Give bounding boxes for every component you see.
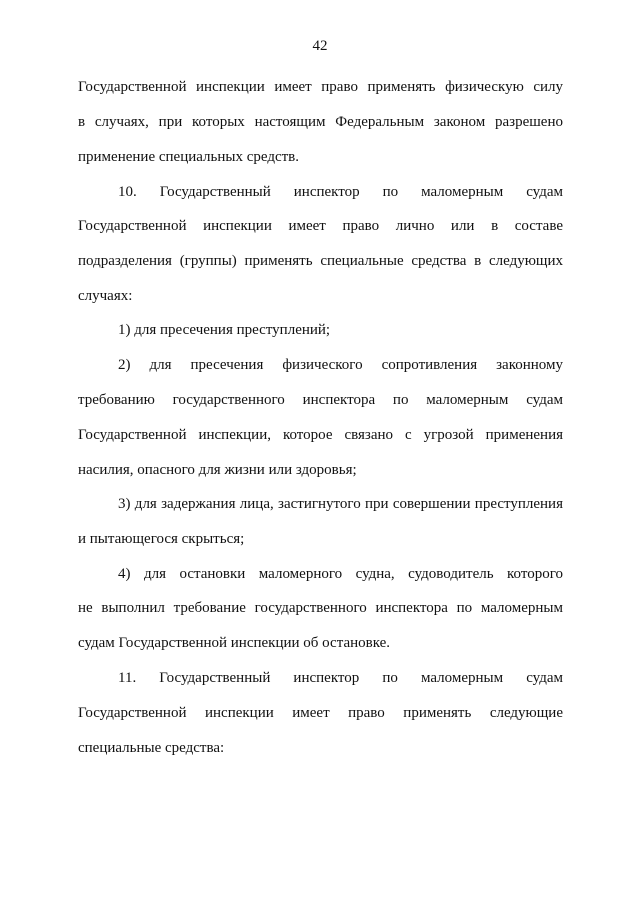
- text-line: применение специальных средств.: [78, 149, 300, 165]
- text-line: 3) для задержания лица, застигнутого при совершении преступления: [118, 496, 563, 512]
- text-line: подразделения (группы) применять специальные средства в следующих: [78, 253, 563, 269]
- text-line: случаях:: [78, 288, 133, 304]
- text-line: требованию государственного инспектора по маломерным судам: [78, 392, 563, 408]
- text-line: 2) для пресечения физического сопротивления законному: [118, 357, 563, 373]
- text-line: судам Государственной инспекции об остановке.: [78, 635, 391, 651]
- text-line: не выполнил требование государственного инспектора по маломерным: [78, 600, 563, 616]
- text-line: 11. Государственный инспектор по маломерным судам: [118, 670, 563, 686]
- text-line: и пытающегося скрыться;: [78, 531, 245, 547]
- page-number: 42: [312, 38, 328, 54]
- text-line: 10. Государственный инспектор по маломерным судам: [118, 184, 563, 200]
- text-line: в случаях, при которых настоящим Федеральным законом разрешено: [78, 114, 563, 130]
- text-line: Государственной инспекции, которое связано с угрозой применения: [78, 427, 563, 443]
- text-line: 4) для остановки маломерного судна, судоводитель которого: [118, 566, 563, 582]
- text-line: Государственной инспекции имеет право применять следующие: [78, 705, 563, 721]
- text-line: насилия, опасного для жизни или здоровья;: [78, 462, 357, 478]
- text-line: Государственной инспекции имеет право лично или в составе: [78, 218, 563, 234]
- text-line: Государственной инспекции имеет право применять физическую силу: [78, 79, 563, 95]
- text-line: 1) для пресечения преступлений;: [118, 322, 331, 338]
- text-line: специальные средства:: [78, 740, 225, 756]
